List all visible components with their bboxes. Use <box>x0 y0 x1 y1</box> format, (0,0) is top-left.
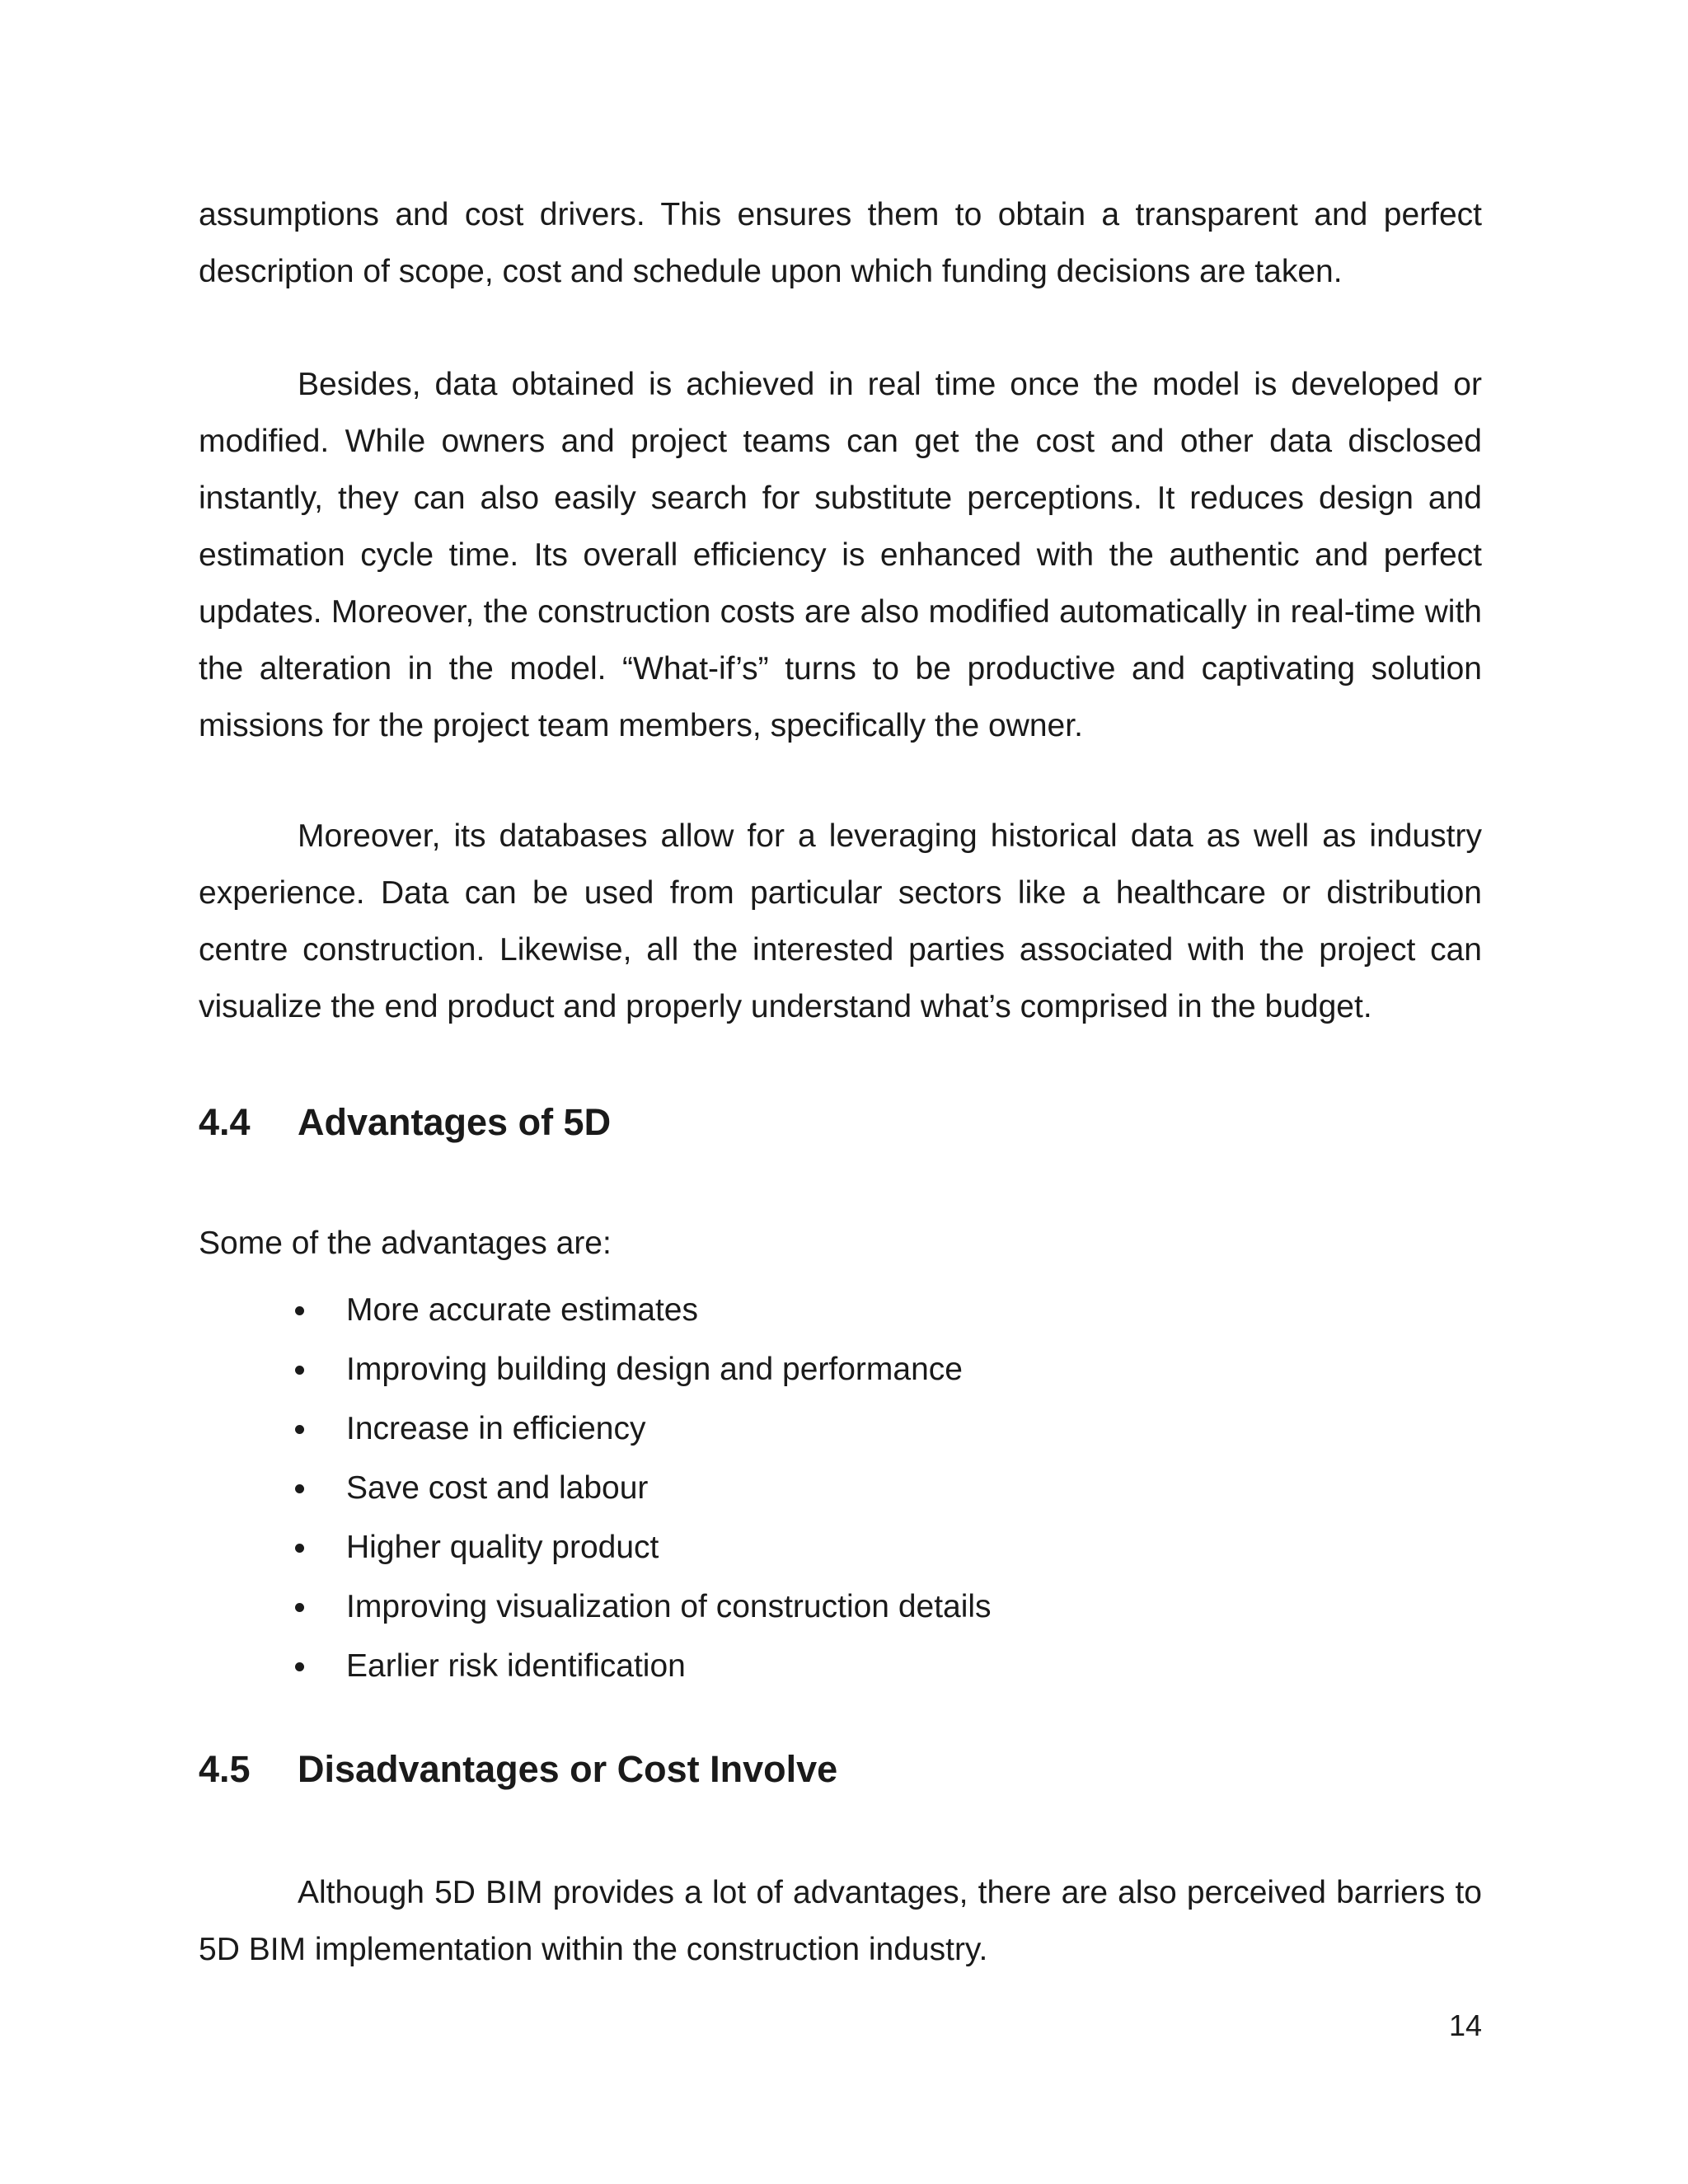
section-heading-4-5 <box>199 1745 837 1794</box>
section-number: 4.4 <box>199 1101 251 1143</box>
bullet-icon <box>295 1425 304 1434</box>
list-item-text: Increase in efficiency <box>346 1411 646 1446</box>
list-item <box>295 1577 992 1637</box>
paragraph-continuation: assumptions and cost drivers. This ensures them to obtain a transparent and perfect description of scope, cost and schedule upon which funding decisions are taken. <box>199 197 1482 289</box>
list-item <box>295 1459 992 1518</box>
bullet-icon <box>295 1306 304 1315</box>
list-item-text: Earlier risk identification <box>346 1648 686 1684</box>
list-item <box>295 1399 992 1459</box>
section-number: 4.5 <box>199 1748 251 1790</box>
list-item <box>295 1281 992 1340</box>
advantages-intro: Some of the advantages are: <box>199 1226 612 1261</box>
list-item-text: More accurate estimates <box>346 1292 699 1328</box>
bullet-icon <box>295 1484 304 1493</box>
paragraph-real-time-data: Besides, data obtained is achieved in real time once the model is developed or modified. While owners and project teams can get the cost and other data disclosed instantly, they can also easily search for substitute perceptions. It reduces design and estimation cycle time. Its overall efficiency is enhanced with the authentic and perfect updates. Moreover, the construction costs are also modified automatically in real-time with the alteration in the model. “What-if’s” turns to be productive and captivating solution missions for the project team members, specifically the owner. <box>199 367 1482 743</box>
advantages-list <box>295 1281 992 1696</box>
bullet-icon <box>295 1366 304 1375</box>
list-item-text: Improving visualization of construction details <box>346 1589 992 1624</box>
bullet-icon <box>295 1662 304 1671</box>
list-item <box>295 1637 992 1696</box>
list-item-text: Save cost and labour <box>346 1470 649 1506</box>
section-title: Advantages of 5D <box>298 1101 612 1143</box>
list-item <box>295 1340 992 1399</box>
paragraph-databases: Moreover, its databases allow for a leveraging historical data as well as industry experience. Data can be used from particular sectors like a healthcare or distribution centre construction. Likewise, all the interested parties associated with the project can visualize the end product and properly understand what’s comprised in the budget. <box>199 818 1482 1024</box>
page-number: 14 <box>1448 2008 1482 2042</box>
section-heading-4-4 <box>199 1098 611 1147</box>
section-title: Disadvantages or Cost Involve <box>298 1748 838 1790</box>
bullet-icon <box>295 1603 304 1612</box>
list-item-text: Higher quality product <box>346 1530 659 1565</box>
list-item <box>295 1518 992 1577</box>
bullet-icon <box>295 1544 304 1553</box>
paragraph-barriers: Although 5D BIM provides a lot of advantages, there are also perceived barriers to 5D BIM implementation within the construction industry. <box>199 1875 1482 1967</box>
list-item-text: Improving building design and performance <box>346 1352 963 1387</box>
